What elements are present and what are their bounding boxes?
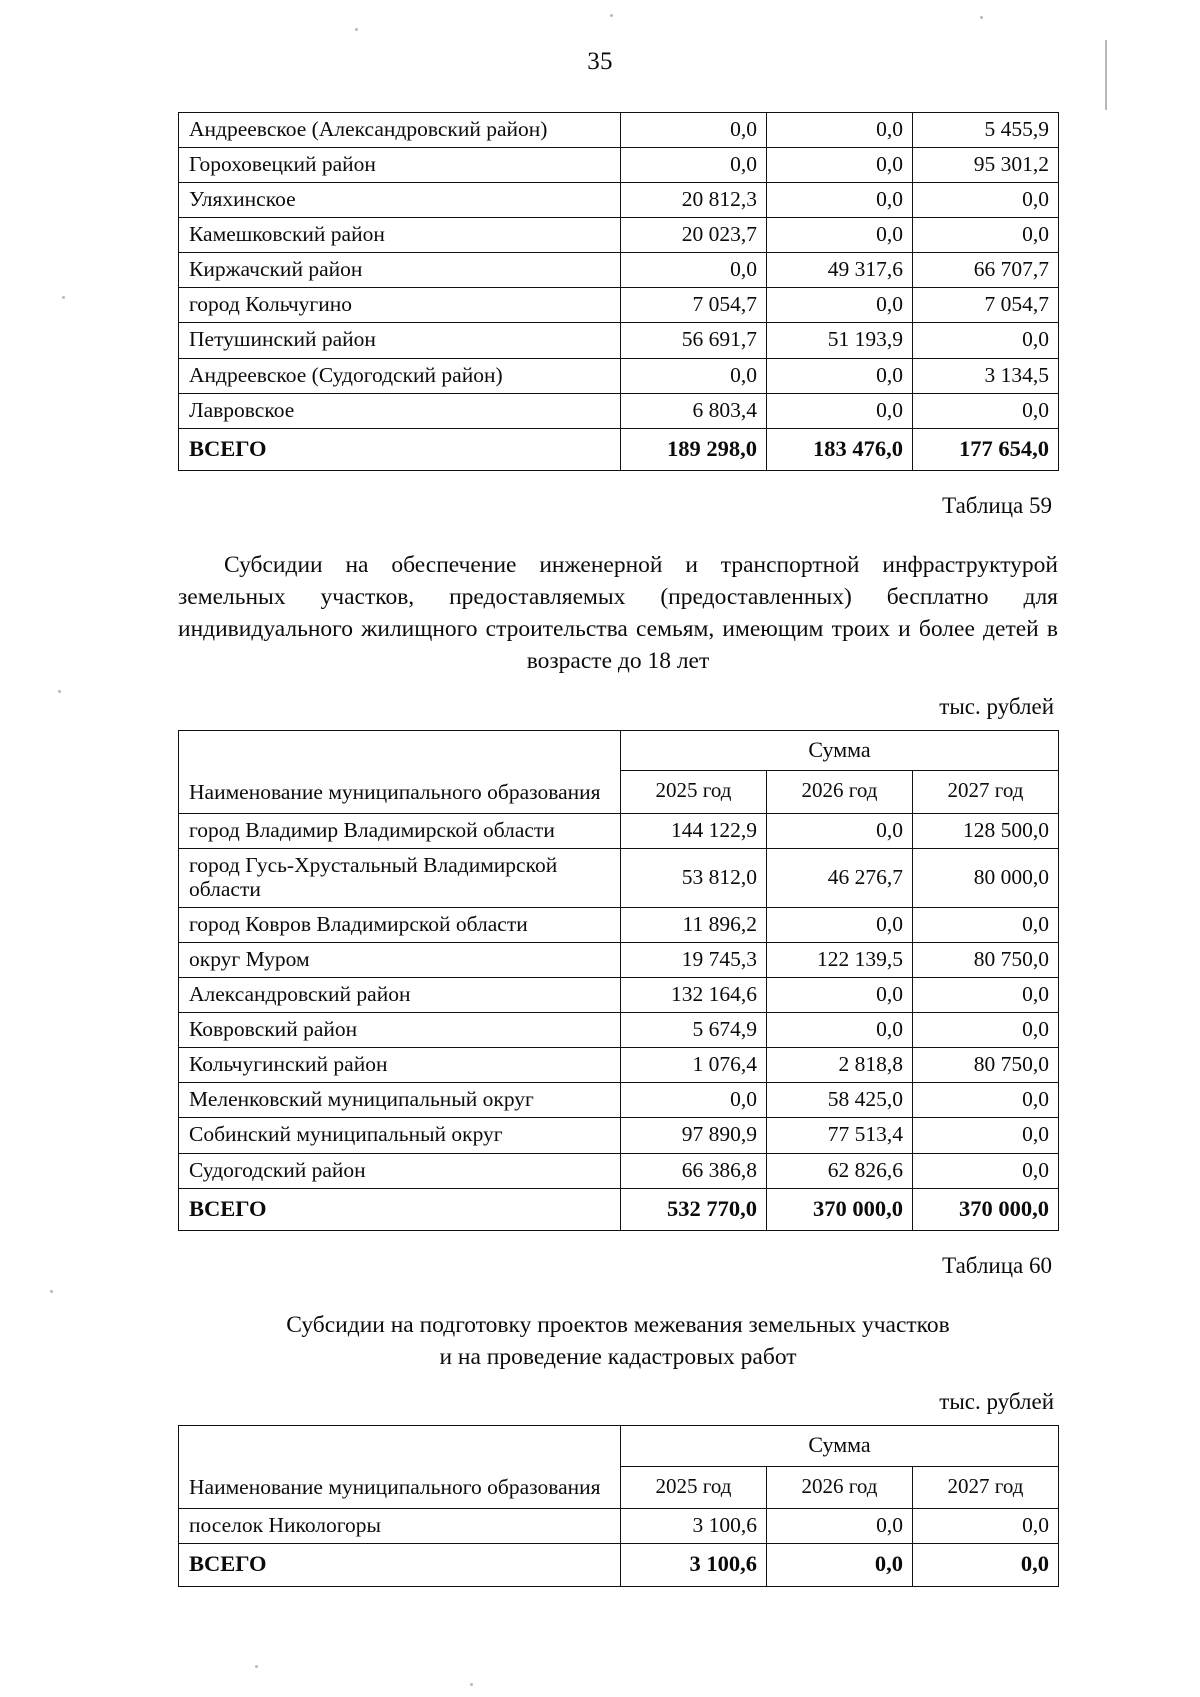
- table-row: [179, 358, 1059, 393]
- table-total-row: [179, 428, 1059, 470]
- scan-speck: [50, 1290, 53, 1293]
- cell-total-2025: 532 770,0: [621, 1188, 767, 1230]
- cell-2026: 122 139,5: [767, 943, 913, 978]
- cell-total-label: ВСЕГО: [179, 428, 621, 470]
- cell-2026: 0,0: [767, 813, 913, 848]
- cell-2026: 0,0: [767, 288, 913, 323]
- cell-total-2026: 370 000,0: [767, 1188, 913, 1230]
- table-row: [179, 393, 1059, 428]
- table-60-land-survey-subsidies: [178, 1425, 1059, 1586]
- cell-municipality: Судогодский район: [179, 1153, 621, 1188]
- header-2026: 2026 год: [767, 1466, 913, 1509]
- cell-2027: 0,0: [913, 393, 1059, 428]
- cell-2025: 0,0: [621, 1083, 767, 1118]
- table-row: [179, 148, 1059, 183]
- cell-2026: 46 276,7: [767, 848, 913, 907]
- scan-speck: [610, 14, 613, 17]
- cell-2026: 0,0: [767, 183, 913, 218]
- table-header-row-group: [179, 730, 1059, 771]
- cell-total-2027: 177 654,0: [913, 428, 1059, 470]
- cell-2025: 97 890,9: [621, 1118, 767, 1153]
- page-content: [178, 112, 1058, 1587]
- cell-2027: 80 000,0: [913, 848, 1059, 907]
- table-60-caption: [178, 1309, 1058, 1373]
- cell-2025: 20 812,3: [621, 183, 767, 218]
- cell-total-2026: 0,0: [767, 1544, 913, 1586]
- table-60-caption-line2: и на проведение кадастровых работ: [439, 1344, 797, 1371]
- cell-municipality: Кольчугинский район: [179, 1048, 621, 1083]
- cell-2027: 0,0: [913, 908, 1059, 943]
- table-row: [179, 113, 1059, 148]
- header-2025: 2025 год: [621, 1466, 767, 1509]
- cell-municipality: Андреевское (Александровский район): [179, 113, 621, 148]
- cell-2027: 0,0: [913, 323, 1059, 358]
- cell-2026: 0,0: [767, 393, 913, 428]
- cell-2027: 95 301,2: [913, 148, 1059, 183]
- cell-2026: 0,0: [767, 218, 913, 253]
- cell-2027: 0,0: [913, 1013, 1059, 1048]
- header-2027: 2027 год: [913, 1466, 1059, 1509]
- cell-2026: 51 193,9: [767, 323, 913, 358]
- table-row: [179, 943, 1059, 978]
- cell-2025: 144 122,9: [621, 813, 767, 848]
- cell-total-label: ВСЕГО: [179, 1188, 621, 1230]
- cell-total-2027: 0,0: [913, 1544, 1059, 1586]
- cell-2026: 0,0: [767, 113, 913, 148]
- cell-municipality: поселок Никологоры: [179, 1509, 621, 1544]
- cell-2026: 0,0: [767, 908, 913, 943]
- cell-2027: 80 750,0: [913, 1048, 1059, 1083]
- cell-2027: 80 750,0: [913, 943, 1059, 978]
- table-body: [179, 813, 1059, 1230]
- table-total-row: [179, 1188, 1059, 1230]
- cell-2026: 2 818,8: [767, 1048, 913, 1083]
- cell-2025: 53 812,0: [621, 848, 767, 907]
- cell-2026: 77 513,4: [767, 1118, 913, 1153]
- cell-2025: 20 023,7: [621, 218, 767, 253]
- scan-edge-line: [1105, 40, 1107, 110]
- header-2026: 2026 год: [767, 771, 913, 814]
- scan-speck: [255, 1665, 258, 1668]
- cell-total-label: ВСЕГО: [179, 1544, 621, 1586]
- table-60-units: тыс. рублей: [939, 1389, 1054, 1415]
- table-59-caption: Субсидии на обеспечение инженерной и транспортной инфраструктурой земельных участков, предоставляемых (предоставленных) бесплатно для индивидуального жилищного строительства семьям, имеющим троих и более детей в возрасте до 18 лет: [178, 551, 1058, 675]
- cell-total-2025: 189 298,0: [621, 428, 767, 470]
- table-59-units: тыс. рублей: [939, 693, 1054, 719]
- table-row: [179, 218, 1059, 253]
- header-2025: 2025 год: [621, 771, 767, 814]
- cell-2025: 6 803,4: [621, 393, 767, 428]
- table-row: [179, 1509, 1059, 1544]
- cell-2026: 0,0: [767, 1509, 913, 1544]
- cell-municipality: Андреевское (Судогодский район): [179, 358, 621, 393]
- table-body: [179, 1509, 1059, 1586]
- cell-2027: 0,0: [913, 1509, 1059, 1544]
- cell-2027: 0,0: [913, 218, 1059, 253]
- table-row: [179, 813, 1059, 848]
- cell-total-2026: 183 476,0: [767, 428, 913, 470]
- cell-2025: 1 076,4: [621, 1048, 767, 1083]
- header-municipality: Наименование муниципального образования: [179, 1426, 621, 1509]
- cell-municipality: город Владимир Владимирской области: [179, 813, 621, 848]
- cell-municipality: Лавровское: [179, 393, 621, 428]
- cell-2026: 49 317,6: [767, 253, 913, 288]
- cell-2025: 3 100,6: [621, 1509, 767, 1544]
- cell-2025: 0,0: [621, 358, 767, 393]
- table-row: [179, 183, 1059, 218]
- cell-2025: 0,0: [621, 148, 767, 183]
- cell-municipality: Собинский муниципальный округ: [179, 1118, 621, 1153]
- cell-municipality: округ Муром: [179, 943, 621, 978]
- cell-2025: 132 164,6: [621, 978, 767, 1013]
- table-row: [179, 978, 1059, 1013]
- table-row: [179, 1013, 1059, 1048]
- cell-municipality: Уляхинское: [179, 183, 621, 218]
- cell-2026: 0,0: [767, 148, 913, 183]
- cell-municipality: Киржачский район: [179, 253, 621, 288]
- table-row: [179, 848, 1059, 907]
- cell-2025: 11 896,2: [621, 908, 767, 943]
- table-row: [179, 1118, 1059, 1153]
- cell-2027: 0,0: [913, 978, 1059, 1013]
- cell-2026: 58 425,0: [767, 1083, 913, 1118]
- page-number: 35: [587, 48, 613, 75]
- header-municipality: Наименование муниципального образования: [179, 730, 621, 813]
- cell-2026: 0,0: [767, 978, 913, 1013]
- scan-speck: [58, 690, 61, 693]
- cell-2027: 0,0: [913, 1153, 1059, 1188]
- cell-municipality: Гороховецкий район: [179, 148, 621, 183]
- scan-speck: [470, 1683, 473, 1686]
- table-row: [179, 1083, 1059, 1118]
- cell-2025: 56 691,7: [621, 323, 767, 358]
- table-row: [179, 908, 1059, 943]
- cell-2027: 3 134,5: [913, 358, 1059, 393]
- scan-speck: [980, 16, 983, 19]
- cell-total-2025: 3 100,6: [621, 1544, 767, 1586]
- table-head: [179, 1426, 1059, 1509]
- cell-2025: 19 745,3: [621, 943, 767, 978]
- cell-total-2027: 370 000,0: [913, 1188, 1059, 1230]
- table-59-label: Таблица 59: [942, 492, 1052, 518]
- cell-2025: 7 054,7: [621, 288, 767, 323]
- cell-municipality: город Гусь-Хрустальный Владимирской области: [179, 848, 621, 907]
- scan-speck: [62, 296, 65, 299]
- table-total-row: [179, 1544, 1059, 1586]
- cell-2027: 0,0: [913, 1118, 1059, 1153]
- table-row: [179, 288, 1059, 323]
- cell-municipality: город Ковров Владимирской области: [179, 908, 621, 943]
- table-row: [179, 1153, 1059, 1188]
- cell-municipality: Ковровский район: [179, 1013, 621, 1048]
- table-subsidies-continued: [178, 112, 1059, 471]
- cell-2027: 66 707,7: [913, 253, 1059, 288]
- table-head: [179, 730, 1059, 813]
- cell-2027: 7 054,7: [913, 288, 1059, 323]
- cell-2027: 128 500,0: [913, 813, 1059, 848]
- table-60-caption-line1: Субсидии на подготовку проектов межевания земельных участков: [286, 1311, 950, 1338]
- cell-municipality: Меленковский муниципальный округ: [179, 1083, 621, 1118]
- cell-2026: 0,0: [767, 358, 913, 393]
- table-header-row-group: [179, 1426, 1059, 1467]
- cell-2025: 0,0: [621, 253, 767, 288]
- cell-municipality: Петушинский район: [179, 323, 621, 358]
- cell-2027: 0,0: [913, 1083, 1059, 1118]
- cell-municipality: город Кольчугино: [179, 288, 621, 323]
- header-2027: 2027 год: [913, 771, 1059, 814]
- cell-2025: 5 674,9: [621, 1013, 767, 1048]
- table-row: [179, 1048, 1059, 1083]
- cell-2025: 66 386,8: [621, 1153, 767, 1188]
- table-body: [179, 113, 1059, 471]
- cell-2025: 0,0: [621, 113, 767, 148]
- scan-speck: [355, 28, 358, 31]
- table-60-label: Таблица 60: [942, 1252, 1052, 1278]
- table-59-engineering-infrastructure-subsidies: [178, 730, 1059, 1231]
- cell-2026: 0,0: [767, 1013, 913, 1048]
- cell-municipality: Александровский район: [179, 978, 621, 1013]
- cell-2027: 5 455,9: [913, 113, 1059, 148]
- cell-municipality: Камешковский район: [179, 218, 621, 253]
- table-row: [179, 323, 1059, 358]
- header-sum-group: Сумма: [621, 1426, 1059, 1467]
- cell-2027: 0,0: [913, 183, 1059, 218]
- cell-2026: 62 826,6: [767, 1153, 913, 1188]
- header-sum-group: Сумма: [621, 730, 1059, 771]
- table-row: [179, 253, 1059, 288]
